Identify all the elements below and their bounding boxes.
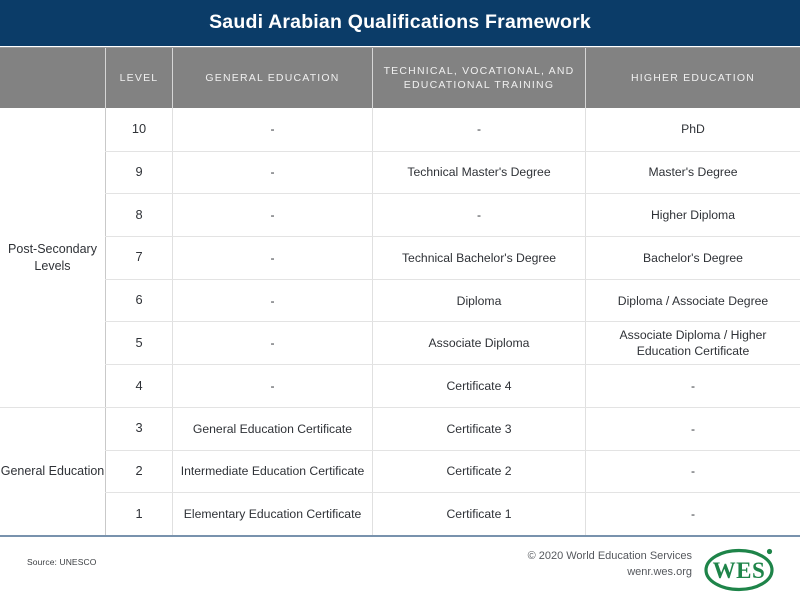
cell-general-education: Elementary Education Certificate xyxy=(172,493,372,535)
column-header-tvet: TECHNICAL, VOCATIONAL, AND EDUCATIONAL TRAINING xyxy=(372,48,585,108)
cell-general-education: - xyxy=(172,194,372,236)
website-url[interactable]: wenr.wes.org xyxy=(627,565,692,578)
cell-higher-education: Diploma / Associate Degree xyxy=(585,280,800,322)
cell-general-education: Intermediate Education Certificate xyxy=(172,451,372,493)
group-label-general-education: General Education xyxy=(0,407,105,535)
cell-level: 9 xyxy=(105,152,172,194)
cell-higher-education: Higher Diploma xyxy=(585,194,800,236)
cell-general-education: General Education Certificate xyxy=(172,408,372,450)
copyright-block xyxy=(528,549,692,581)
column-header-level: LEVEL xyxy=(105,48,172,108)
table-row xyxy=(105,236,800,279)
table-row xyxy=(105,407,800,450)
cell-tvet: Certificate 4 xyxy=(372,365,585,407)
page-title: Saudi Arabian Qualifications Framework xyxy=(209,11,591,34)
cell-higher-education: Master's Degree xyxy=(585,152,800,194)
cell-tvet: - xyxy=(372,108,585,151)
cell-tvet: - xyxy=(372,194,585,236)
cell-general-education: - xyxy=(172,152,372,194)
cell-tvet: Certificate 2 xyxy=(372,451,585,493)
table-row xyxy=(105,364,800,407)
cell-general-education: - xyxy=(172,365,372,407)
cell-level: 3 xyxy=(105,408,172,450)
cell-tvet: Certificate 1 xyxy=(372,493,585,535)
copyright-text: © 2020 World Education Services xyxy=(527,550,692,562)
cell-general-education: - xyxy=(172,108,372,151)
table-row xyxy=(105,450,800,493)
cell-general-education: - xyxy=(172,322,372,364)
cell-level: 5 xyxy=(105,322,172,364)
cell-higher-education: Associate Diploma / Higher Education Certificate xyxy=(585,322,800,364)
wes-logo-text: WES xyxy=(712,558,766,583)
cell-tvet: Technical Master's Degree xyxy=(372,152,585,194)
group-label-post-secondary: Post-Secondary Levels xyxy=(8,241,97,273)
cell-higher-education: PhD xyxy=(585,108,800,151)
column-header-higher-education: HIGHER EDUCATION xyxy=(585,48,800,108)
wes-logo xyxy=(702,544,780,592)
table-rows xyxy=(105,108,800,535)
table-body xyxy=(0,108,800,535)
cell-level: 2 xyxy=(105,451,172,493)
cell-higher-education: - xyxy=(585,408,800,450)
cell-higher-education: - xyxy=(585,365,800,407)
title-bar xyxy=(0,0,800,46)
cell-tvet: Associate Diploma xyxy=(372,322,585,364)
table-row xyxy=(105,492,800,535)
group-label-column xyxy=(0,108,105,535)
cell-higher-education: - xyxy=(585,451,800,493)
cell-level: 1 xyxy=(105,493,172,535)
cell-level: 10 xyxy=(105,108,172,151)
table-row xyxy=(105,279,800,322)
cell-level: 6 xyxy=(105,280,172,322)
cell-level: 8 xyxy=(105,194,172,236)
cell-higher-education: - xyxy=(585,493,800,535)
cell-general-education: - xyxy=(172,237,372,279)
table-row xyxy=(105,321,800,364)
cell-tvet: Diploma xyxy=(372,280,585,322)
table-row xyxy=(105,193,800,236)
cell-level: 4 xyxy=(105,365,172,407)
table-row xyxy=(105,151,800,194)
cell-general-education: - xyxy=(172,280,372,322)
cell-tvet: Technical Bachelor's Degree xyxy=(372,237,585,279)
cell-level: 7 xyxy=(105,237,172,279)
column-header-general-education: GENERAL EDUCATION xyxy=(172,48,372,108)
cell-tvet: Certificate 3 xyxy=(372,408,585,450)
table-header-row xyxy=(0,47,800,108)
cell-higher-education: Bachelor's Degree xyxy=(585,237,800,279)
footer xyxy=(0,537,800,597)
source-note: Source: UNESCO xyxy=(27,557,97,567)
table-row xyxy=(105,108,800,151)
header-group-spacer xyxy=(0,48,105,108)
